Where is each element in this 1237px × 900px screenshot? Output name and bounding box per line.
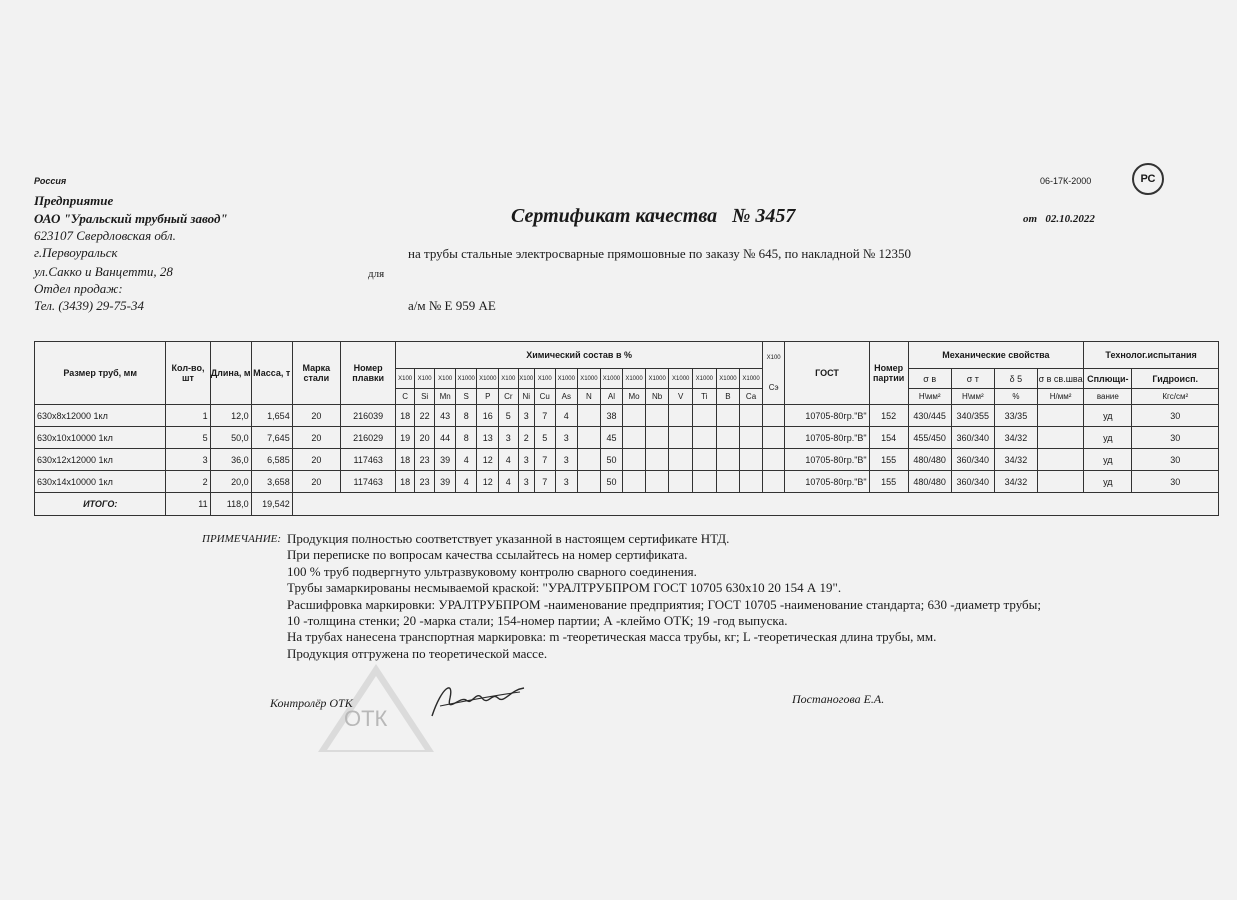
cell-qty: 5: [166, 427, 210, 449]
cell-heat: 117463: [340, 471, 395, 493]
chem-element: S: [455, 389, 477, 405]
cell-chem: 3: [518, 449, 534, 471]
note-line: При переписке по вопросам качества ссылайтесь на номер сертификата.: [287, 547, 688, 563]
cell-qty: 2: [166, 471, 210, 493]
cell-chem: [669, 449, 693, 471]
cell-chem: 3: [499, 427, 519, 449]
mech-header: σ в: [908, 369, 951, 389]
cell-chem: [716, 449, 740, 471]
cell-chem: [716, 471, 740, 493]
cell-chem: 3: [518, 405, 534, 427]
cell-mass: 6,585: [251, 449, 292, 471]
cell-chem: [762, 427, 785, 449]
note-line: Продукция отгружена по теоретической массе.: [287, 645, 548, 661]
cell-chem: 43: [435, 405, 456, 427]
cell-chem: 22: [414, 405, 435, 427]
chem-element: V: [669, 389, 693, 405]
cell-chem: [740, 449, 763, 471]
address-line-3: ул.Сакко и Ванцетти, 28: [34, 264, 173, 279]
table-row: [35, 427, 1219, 449]
cell-chem: 12: [477, 449, 499, 471]
mech-header: σ т: [951, 369, 994, 389]
for-label: для: [368, 268, 385, 280]
cell-chem: [578, 405, 601, 427]
cell-chem: 2: [518, 427, 534, 449]
cell-chem: 5: [499, 405, 519, 427]
cell-chem: [693, 471, 717, 493]
chem-multiplier: X1000: [600, 369, 623, 389]
cell-chem: [762, 449, 785, 471]
cell-chem: [578, 471, 601, 493]
chem-multiplier: X1000: [623, 369, 646, 389]
total-mass: 19,542: [251, 493, 292, 516]
cell-gost: 10705-80гр."В": [785, 427, 869, 449]
cell-mass: 1,654: [251, 405, 292, 427]
header-qty: Кол-во, шт: [166, 342, 210, 405]
note-line: Продукция полностью соответствует указанной в настоящем сертификате НТД.: [287, 531, 730, 546]
cell-delta: 34/32: [994, 449, 1037, 471]
cell-chem: 39: [435, 471, 456, 493]
chem-multiplier: X1000: [669, 369, 693, 389]
cell-chem: [669, 427, 693, 449]
cell-chem: 3: [555, 471, 578, 493]
mech-header: σ в св.шва: [1038, 369, 1084, 389]
chem-multiplier: X1000: [645, 369, 669, 389]
cell-hydro: 30: [1132, 405, 1219, 427]
header-chem-blank: [762, 342, 785, 405]
table-row: [35, 471, 1219, 493]
cell-sigma-weld: [1038, 405, 1084, 427]
mech-header: δ 5: [994, 369, 1037, 389]
cell-chem: 45: [600, 427, 623, 449]
cell-chem: [740, 405, 763, 427]
cell-chem: 3: [555, 427, 578, 449]
cell-chem: 4: [499, 449, 519, 471]
cell-chem: [693, 405, 717, 427]
chem-element: B: [716, 389, 740, 405]
chem-element: Si: [414, 389, 435, 405]
cell-flattening: уд: [1084, 449, 1132, 471]
cell-chem: 39: [435, 449, 456, 471]
cell-chem: [623, 471, 646, 493]
chem-multiplier: X1000: [716, 369, 740, 389]
cell-sigma-weld: [1038, 471, 1084, 493]
cell-sigma-weld: [1038, 427, 1084, 449]
cell-sigma-weld: [1038, 449, 1084, 471]
cell-chem: [740, 471, 763, 493]
cell-heat: 117463: [340, 449, 395, 471]
cell-chem: [762, 471, 785, 493]
cell-chem: 16: [477, 405, 499, 427]
cell-sigma-t: 340/355: [951, 405, 994, 427]
otk-stamp-text: ОТК: [344, 706, 388, 731]
signer-name: Постаногова Е.А.: [792, 692, 885, 706]
total-qty: 11: [166, 493, 210, 516]
chem-element: Сэ: [768, 382, 779, 392]
cell-chem: [740, 427, 763, 449]
mech-unit: Н\мм²: [908, 389, 951, 405]
cell-size: 630x10x10000 1кл: [35, 427, 166, 449]
chem-multiplier: X1000: [555, 369, 578, 389]
cell-qty: 1: [166, 405, 210, 427]
cell-chem: [645, 405, 669, 427]
cell-chem: [645, 471, 669, 493]
chem-multiplier: X1000: [693, 369, 717, 389]
cell-chem: 13: [477, 427, 499, 449]
cell-chem: 8: [455, 427, 477, 449]
cell-size: 630x8x12000 1кл: [35, 405, 166, 427]
cell-batch: 154: [869, 427, 908, 449]
cell-flattening: уд: [1084, 471, 1132, 493]
tech-unit: Кгс/см²: [1132, 389, 1219, 405]
header-chem: Химический состав в %: [396, 342, 762, 369]
chem-multiplier: X1000: [455, 369, 477, 389]
enterprise-label: Предприятие: [34, 193, 114, 208]
tech-header: Гидроисп.: [1132, 369, 1219, 389]
note-line: 100 % труб подвергнуто ультразвуковому контролю сварного соединения.: [287, 563, 697, 579]
cell-hydro: 30: [1132, 449, 1219, 471]
cell-sigma-t: 360/340: [951, 427, 994, 449]
tech-header: Сплющи-: [1084, 369, 1132, 389]
cell-chem: 18: [396, 471, 414, 493]
cell-batch: 155: [869, 471, 908, 493]
chem-multiplier: X100: [499, 369, 519, 389]
cell-chem: [693, 449, 717, 471]
chem-element: N: [578, 389, 601, 405]
address-line-1: 623107 Свердловская обл.: [34, 228, 176, 243]
cell-chem: 23: [414, 471, 435, 493]
cell-chem: [645, 427, 669, 449]
cell-sigma-t: 360/340: [951, 471, 994, 493]
cell-chem: [669, 405, 693, 427]
cell-chem: [762, 405, 785, 427]
chem-element: Mo: [623, 389, 646, 405]
cell-mass: 3,658: [251, 471, 292, 493]
cell-chem: [693, 427, 717, 449]
certificate-number: № 3457: [732, 205, 796, 227]
chem-element: Cu: [534, 389, 555, 405]
cell-chem: [578, 427, 601, 449]
cell-mass: 7,645: [251, 427, 292, 449]
cell-chem: 50: [600, 471, 623, 493]
cell-delta: 34/32: [994, 427, 1037, 449]
note-line: Трубы замаркированы несмываемой краской: "УРАЛТРУБПРОМ ГОСТ 10705 630x10 20 154 А 19".: [287, 580, 842, 596]
chem-element: P: [477, 389, 499, 405]
header-mass: Масса, т: [251, 342, 292, 405]
vehicle-number: а/м № Е 959 АЕ: [408, 298, 496, 313]
cell-chem: 19: [396, 427, 414, 449]
cell-chem: 4: [555, 405, 578, 427]
header-gost: ГОСТ: [785, 342, 869, 405]
cell-grade: 20: [292, 405, 340, 427]
chem-multiplier: X1000: [740, 369, 763, 389]
phone: Тел. (3439) 29-75-34: [34, 298, 144, 313]
chem-element: Nb: [645, 389, 669, 405]
cell-length: 36,0: [210, 449, 251, 471]
cell-chem: [623, 427, 646, 449]
header-length: Длина, м: [210, 342, 251, 405]
address-line-2: г.Первоуральск: [34, 245, 118, 260]
cell-batch: 152: [869, 405, 908, 427]
chem-multiplier: X100: [518, 369, 534, 389]
form-code: 06-17К-2000: [1040, 176, 1092, 186]
cell-chem: 3: [555, 449, 578, 471]
mech-unit: Н/мм²: [1038, 389, 1084, 405]
cell-chem: [623, 405, 646, 427]
chem-multiplier: X100: [534, 369, 555, 389]
cell-delta: 33/35: [994, 405, 1037, 427]
table-row: [35, 449, 1219, 471]
cell-size: 630x12x12000 1кл: [35, 449, 166, 471]
cell-chem: 3: [518, 471, 534, 493]
chem-element: Ni: [518, 389, 534, 405]
cell-flattening: уд: [1084, 405, 1132, 427]
cell-chem: 7: [534, 449, 555, 471]
chem-element: As: [555, 389, 578, 405]
cell-hydro: 30: [1132, 427, 1219, 449]
header-grade: Марка стали: [292, 342, 340, 405]
mech-unit: %: [994, 389, 1037, 405]
cell-sigma-v: 455/450: [908, 427, 951, 449]
cell-chem: 50: [600, 449, 623, 471]
total-blank: [292, 493, 1218, 516]
cell-chem: 18: [396, 449, 414, 471]
chem-multiplier: X100: [766, 354, 781, 361]
table-row: [35, 405, 1219, 427]
header-batch: Номер партии: [869, 342, 908, 405]
cell-chem: 38: [600, 405, 623, 427]
cell-chem: [716, 427, 740, 449]
cell-chem: [623, 449, 646, 471]
cell-length: 12,0: [210, 405, 251, 427]
certificate-table: [34, 341, 1219, 516]
cell-chem: 12: [477, 471, 499, 493]
header-tech: Технолог.испытания: [1084, 342, 1219, 369]
signature-image: [420, 676, 530, 726]
chem-multiplier: X100: [435, 369, 456, 389]
cell-qty: 3: [166, 449, 210, 471]
cell-delta: 34/32: [994, 471, 1037, 493]
cell-chem: 8: [455, 405, 477, 427]
chem-element: C: [396, 389, 414, 405]
mech-unit: Н\мм²: [951, 389, 994, 405]
certificate-date: от 02.10.2022: [1023, 213, 1095, 225]
chem-multiplier: X1000: [477, 369, 499, 389]
cell-grade: 20: [292, 471, 340, 493]
cell-sigma-t: 360/340: [951, 449, 994, 471]
chem-multiplier: X1000: [578, 369, 601, 389]
chem-element: Ti: [693, 389, 717, 405]
cell-chem: 4: [499, 471, 519, 493]
note-line: На трубах нанесена транспортная маркировка: m -теоретическая масса трубы, кг; L -теоретическая длина трубы, мм.: [287, 629, 937, 645]
chem-element: Mn: [435, 389, 456, 405]
cell-gost: 10705-80гр."В": [785, 471, 869, 493]
cell-length: 20,0: [210, 471, 251, 493]
cell-chem: 18: [396, 405, 414, 427]
cell-sigma-v: 480/480: [908, 449, 951, 471]
chem-element: Ca: [740, 389, 763, 405]
note-line: Расшифровка маркировки: УРАЛТРУБПРОМ -наименование предприятия; ГОСТ 10705 -наименование стандарта; 630 -диаметр трубы;: [287, 596, 1042, 612]
cell-chem: 44: [435, 427, 456, 449]
controller-label: Контролёр ОТК: [270, 696, 353, 710]
country-label: Россия: [34, 176, 67, 186]
cell-chem: [645, 449, 669, 471]
cell-chem: 4: [455, 449, 477, 471]
cell-chem: [578, 449, 601, 471]
company-name: ОАО "Уральский трубный завод": [34, 211, 228, 226]
cell-grade: 20: [292, 427, 340, 449]
cell-sigma-v: 430/445: [908, 405, 951, 427]
cell-chem: [716, 405, 740, 427]
certificate-title: Сертификат качества № 3457: [511, 205, 796, 227]
chem-multiplier: X100: [414, 369, 435, 389]
chem-multiplier: X100: [396, 369, 414, 389]
cell-chem: 5: [534, 427, 555, 449]
chem-element: Al: [600, 389, 623, 405]
sales-label: Отдел продаж:: [34, 281, 123, 296]
cell-sigma-v: 480/480: [908, 471, 951, 493]
total-label: ИТОГО:: [35, 493, 166, 516]
cell-size: 630x14x10000 1кл: [35, 471, 166, 493]
cell-batch: 155: [869, 449, 908, 471]
notes-label: ПРИМЕЧАНИЕ:: [202, 533, 282, 545]
header-mech: Механические свойства: [908, 342, 1084, 369]
header-size: Размер труб, мм: [35, 342, 166, 405]
cell-chem: [669, 471, 693, 493]
product-line: на трубы стальные электросварные прямошовные по заказу № 645, по накладной № 12350: [408, 246, 912, 261]
cell-heat: 216039: [340, 405, 395, 427]
cell-gost: 10705-80гр."В": [785, 405, 869, 427]
cell-hydro: 30: [1132, 471, 1219, 493]
cell-gost: 10705-80гр."В": [785, 449, 869, 471]
total-length: 118,0: [210, 493, 251, 516]
cell-chem: 4: [455, 471, 477, 493]
cell-heat: 216029: [340, 427, 395, 449]
header-heat: Номер плавки: [340, 342, 395, 405]
cell-chem: 20: [414, 427, 435, 449]
cell-length: 50,0: [210, 427, 251, 449]
certification-mark-icon: РС: [1132, 163, 1164, 195]
cell-chem: 7: [534, 405, 555, 427]
cell-flattening: уд: [1084, 427, 1132, 449]
note-line: 10 -толщина стенки; 20 -марка стали; 154-номер партии; А -клеймо ОТК; 19 -год выпуска.: [287, 613, 788, 628]
cell-chem: 7: [534, 471, 555, 493]
cell-chem: 23: [414, 449, 435, 471]
chem-element: Cr: [499, 389, 519, 405]
tech-unit: вание: [1084, 389, 1132, 405]
cell-grade: 20: [292, 449, 340, 471]
